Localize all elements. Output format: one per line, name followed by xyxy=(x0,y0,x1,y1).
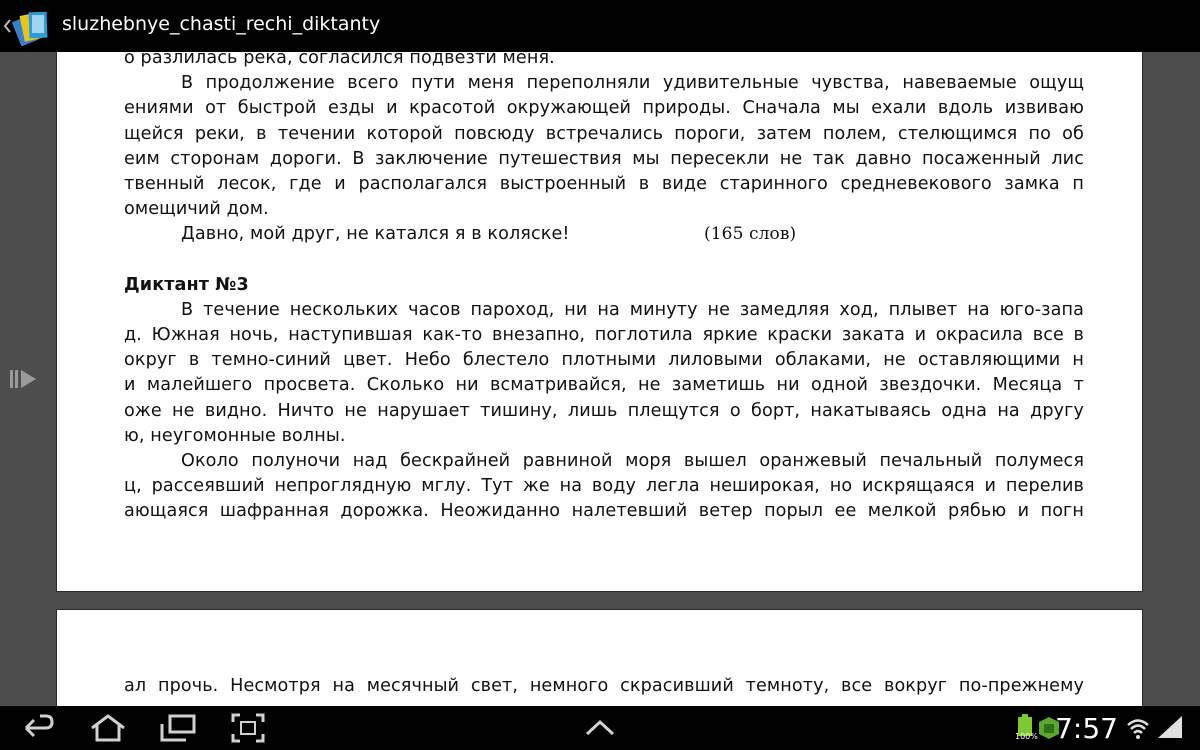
text-line: округ в темно-синий цвет. Небо блестело плотными лиловыми облаками, не оставляющими н xyxy=(124,350,1084,371)
signal-icon xyxy=(1156,714,1184,740)
text-line: еим сторонам дороги. В заключение путешествия мы пересекли не так давно посаженный лис xyxy=(124,148,1084,169)
closing-line-row xyxy=(124,222,1084,247)
text-line: Около полуночи над бескрайней равниной моря вышел оранжевый печальный полумеся xyxy=(181,451,1084,471)
blank-line xyxy=(124,248,1084,273)
section-heading: Диктант №3 xyxy=(124,274,249,295)
text-line: В продолжение всего пути меня переполняли удивительные чувства, навеваемые ощущ xyxy=(181,73,1084,94)
text-line: ю, неугомонные волны. xyxy=(124,425,346,446)
document-page xyxy=(56,609,1143,706)
status-clock: 7:57 xyxy=(1055,712,1118,745)
text-line: д. Южная ночь, наступившая как-то внезапно, поглотила яркие краски заката и окрасила все в xyxy=(124,325,1084,346)
text-line: и малейшего просвета. Сколько ни всматривайся, не заметишь ни одной звездочки. Месяца т xyxy=(124,375,1084,396)
wifi-icon xyxy=(1126,716,1150,740)
closing-line: Давно, мой друг, не катался я в коляске! xyxy=(181,224,570,245)
page-text xyxy=(124,52,1084,525)
home-icon[interactable] xyxy=(88,712,128,744)
text-line: щейся реки, в течении которой повсюду встречались пороги, затем полем, стелющимся по об xyxy=(124,123,1084,144)
document-viewer[interactable] xyxy=(0,52,1200,706)
menu-up-icon[interactable] xyxy=(583,712,617,744)
text-line: ал прочь. Несмотря на месячный свет, немного скрасивший темноту, все вокруг по-прежнему xyxy=(124,676,1084,696)
page-text xyxy=(124,674,1084,699)
text-line: В течение нескольких часов пароход, ни на минуту не замедляя ход, плывет на юго-запа xyxy=(181,299,1084,320)
system-nav-bar xyxy=(0,706,1200,750)
text-line: ающаяся шафранная дорожка. Неожиданно налетевший ветер порыл ее мелкой рябью и погн xyxy=(124,501,1084,522)
text-line: ениями от быстрой езды и красотой окружающей природы. Сначала мы ехали вдоль извиваю xyxy=(124,98,1084,119)
text-line: ц, рассеявший непроглядную мглу. Тут же на воду легла неширокая, но искрящаяся и перелив xyxy=(124,476,1084,497)
app-stack-icon[interactable] xyxy=(2,6,52,46)
app-title: sluzhebnye_chasti_rechi_diktanty xyxy=(62,13,381,35)
page-nav-handle-icon[interactable] xyxy=(9,368,37,390)
battery-percent: 100% xyxy=(1015,732,1038,741)
back-icon[interactable] xyxy=(20,712,56,744)
text-line: оже не видно. Ничто не нарушает тишину, лишь плещутся о борт, накатываясь одна на другу xyxy=(124,400,1084,421)
word-count: (165 слов) xyxy=(704,224,797,245)
text-line: о разлилась река, согласился подвезти меня. xyxy=(124,52,555,68)
text-line: твенный лесок, где и располагался выстроенный в виде старинного средневекового замка п xyxy=(124,173,1084,194)
document-page xyxy=(56,52,1143,592)
screenshot-icon[interactable] xyxy=(230,712,266,744)
recent-apps-icon[interactable] xyxy=(158,712,198,744)
action-bar xyxy=(0,0,1200,52)
text-line: омещичий дом. xyxy=(124,199,269,220)
